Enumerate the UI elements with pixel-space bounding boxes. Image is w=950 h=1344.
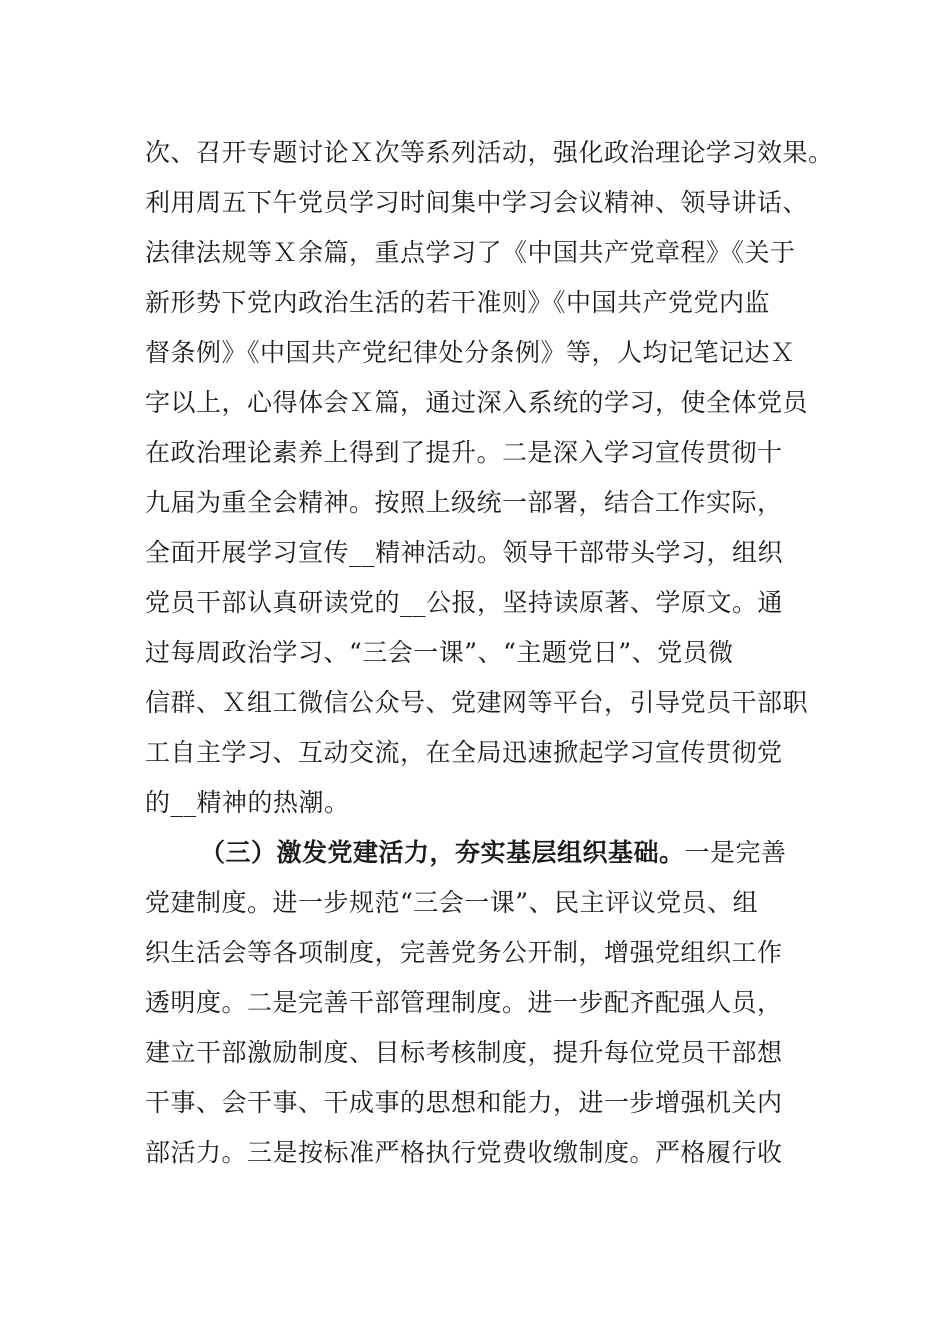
paragraph-line: 在政治理论素养上得到了提升。二是深入学习宣传贯彻十 bbox=[145, 438, 783, 467]
paragraph-line: 过每周政治学习、“三会一课”、“主题党日”、党员微 bbox=[145, 638, 734, 667]
section-heading: （三）激发党建活力，夯实基层组织基础。 bbox=[200, 838, 685, 867]
paragraph-line: 干事、会干事、干成事的思想和能力，进一步增强机关内 bbox=[145, 1088, 783, 1117]
paragraph-line: 信群、Ｘ组工微信公众号、党建网等平台，引导党员干部职 bbox=[145, 688, 809, 717]
paragraph-line: 字以上，心得体会Ｘ篇，通过深入系统的学习，使全体党员 bbox=[145, 388, 809, 417]
paragraph-line: 党建制度。进一步规范“三会一课”、民主评议党员、组 bbox=[145, 888, 759, 917]
paragraph-line: 党员干部认真研读党的__公报，坚持读原著、学原文。通 bbox=[145, 588, 784, 617]
body-text bbox=[145, 128, 845, 1178]
paragraph-line: 建立干部激励制度、目标考核制度，提升每位党员干部想 bbox=[145, 1038, 783, 1067]
paragraph-line: 督条例》《中国共产党纪律处分条例》等，人均记笔记达Ｘ bbox=[145, 338, 796, 367]
section-heading-line bbox=[145, 828, 845, 878]
paragraph-line: 织生活会等各项制度，完善党务公开制，增强党组织工作 bbox=[145, 938, 783, 967]
paragraph-line: 新形势下党内政治生活的若干准则》《中国共产党党内监 bbox=[145, 288, 771, 317]
paragraph-line: 全面开展学习宣传__精神活动。领导干部带头学习，组织 bbox=[145, 538, 784, 567]
paragraph-line: 九届为重全会精神。按照上级统一部署，结合工作实际， bbox=[145, 488, 783, 517]
paragraph-line: 工自主学习、互动交流，在全局迅速掀起学习宣传贯彻党 bbox=[145, 738, 783, 767]
paragraph-line: 利用周五下午党员学习时间集中学习会议精神、领导讲话、 bbox=[145, 188, 809, 217]
section-heading-continuation: 一是完善 bbox=[684, 838, 787, 867]
paragraph-line: 次、召开专题讨论Ｘ次等系列活动，强化政治理论学习效果。 bbox=[145, 138, 834, 167]
paragraph-line: 部活力。三是按标准严格执行党费收缴制度。严格履行收 bbox=[145, 1138, 783, 1167]
paragraph-line: 的__精神的热潮。 bbox=[145, 788, 350, 817]
paragraph-line: 透明度。二是完善干部管理制度。进一步配齐配强人员， bbox=[145, 988, 783, 1017]
paragraph-line: 法律法规等Ｘ余篇，重点学习了《中国共产党章程》《关于 bbox=[145, 238, 796, 267]
